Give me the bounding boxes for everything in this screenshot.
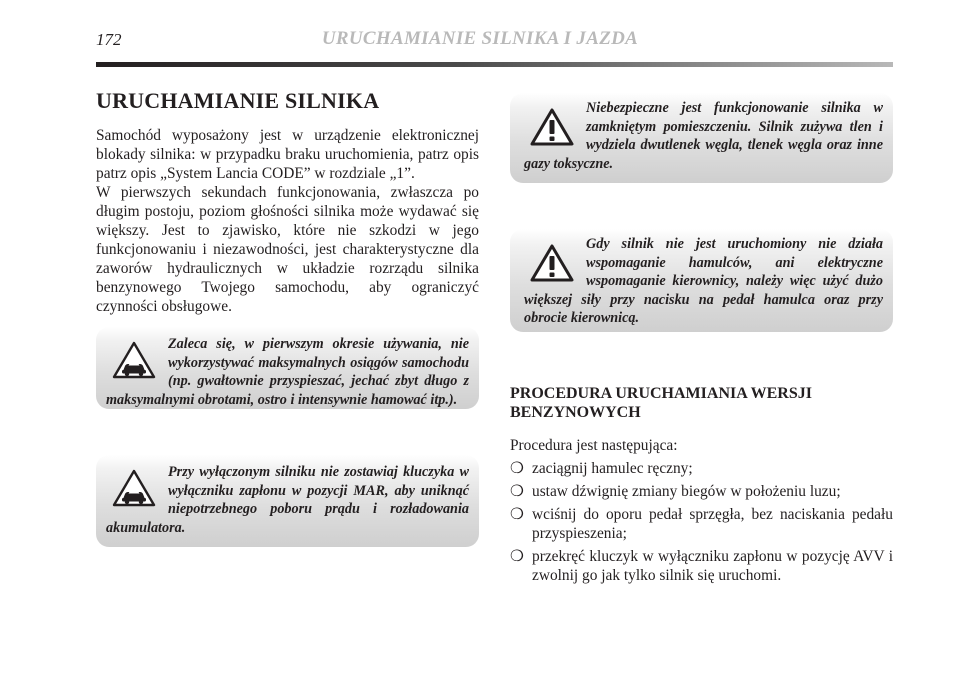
bullet-icon: ❍: [510, 548, 524, 565]
page-number: 172: [96, 30, 122, 49]
header-rule: [96, 62, 893, 67]
list-item: ❍ wciśnij do oporu pedał sprzęgła, bez naciskania pedału przyspieszenia;: [510, 506, 893, 542]
intro-paragraph: Samochód wyposażony jest w urządzenie elektronicznej blokady silnika: w przypadku braku uruchomienia, patrz opis patrz opis „System Lancia CODE” w rozdziale „1”.: [96, 127, 479, 182]
note-box-ignition-key: [96, 455, 479, 547]
warning-box-closed-room: [510, 93, 893, 183]
list-item: ❍ zaciągnij hamulec ręczny;: [510, 460, 693, 477]
warning-triangle-icon: [524, 239, 580, 283]
section-title: URUCHAMIANIE SILNIKA: [96, 88, 380, 113]
car-service-icon: [106, 467, 162, 507]
car-service-icon: [106, 339, 162, 379]
bullet-icon: ❍: [510, 460, 524, 477]
list-item: ❍ przekręć kluczyk w wyłączniku zapłonu w pozycję AVV i zwolnij go jak tylko silnik się uruchomi.: [510, 548, 893, 584]
warning-text-brake-assist: Gdy silnik nie jest uruchomiony nie działa wspomaganie hamulców, ani elektryczne wspomaganie kierownicy, należy więc użyć dużo większej siły przy nacisku na pedał hamulca oraz przy obrocie kierownicą.: [524, 236, 883, 326]
warning-triangle-icon: [524, 103, 580, 147]
list-item: ❍ ustaw dźwignię zmiany biegów w położeniu luzu;: [510, 483, 841, 500]
bullet-icon: ❍: [510, 506, 524, 523]
procedure-title: PROCEDURA URUCHAMIANIA WERSJI BENZYNOWYCH: [510, 385, 812, 421]
procedure-steps: [510, 459, 893, 585]
note-text-ignition-key: Przy wyłączonym silniku nie zostawiaj kluczyka w wyłączniku zapłonu w pozycji MAR, aby uniknąć niepotrzebnego poboru prądu i rozładowania akumulatora.: [106, 464, 469, 536]
note-text-break-in: Zaleca się, w pierwszym okresie używania, nie wykorzystywać maksymalnych osiągów samochodu (np. gwałtownie przyspieszać, jechać zbyt długo z maksymalnymi obrotami, ostro i intensywnie hamować itp.).: [106, 336, 469, 408]
running-title: URUCHAMIANIE SILNIKA I JAZDA: [321, 28, 639, 49]
left-column: [96, 88, 479, 316]
warning-text-closed-room: Niebezpieczne jest funkcjonowanie silnika w zamkniętym pomieszczeniu. Silnik zużywa tlen i wydziela dwutlenek węgla, tlenek węgla oraz inne gazy toksyczne.: [524, 100, 883, 172]
noise-paragraph: W pierwszych sekundach funkcjonowania, zwłaszcza po długim postoju, poziom głośności silnika może wydawać się większy. Jest to zjawisko, które nie szkodzi w jego funkcjonowaniu i niezawodności, jest charakterystyczne dla zaworów hydraulicznych w układzie rozrządu silnika benzynowego Twojego samochodu, aby ograniczyć czynności obsługowe.: [96, 184, 479, 315]
procedure-section: [510, 384, 893, 589]
bullet-icon: ❍: [510, 483, 524, 500]
warning-box-brake-assist: [510, 229, 893, 332]
note-box-break-in: [96, 327, 479, 409]
procedure-intro: Procedura jest następująca:: [510, 437, 678, 454]
